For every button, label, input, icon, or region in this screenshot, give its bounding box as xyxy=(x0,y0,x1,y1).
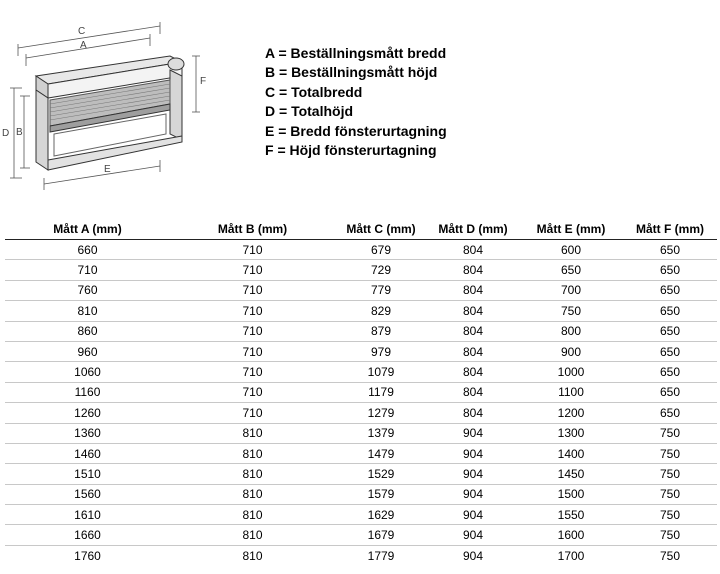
cell-matt-e: 900 xyxy=(519,341,623,361)
column-header-b: Mått B (mm) xyxy=(170,218,335,240)
cell-matt-c: 779 xyxy=(335,280,427,300)
table-row xyxy=(5,382,717,402)
table-row xyxy=(5,280,717,300)
cell-matt-f: 650 xyxy=(623,301,717,321)
cell-matt-e: 1500 xyxy=(519,484,623,504)
cell-matt-f: 750 xyxy=(623,443,717,463)
cell-matt-b: 710 xyxy=(170,341,335,361)
cell-matt-b: 710 xyxy=(170,362,335,382)
cell-matt-c: 1679 xyxy=(335,525,427,545)
cell-matt-b: 710 xyxy=(170,280,335,300)
cell-matt-b: 810 xyxy=(170,443,335,463)
table-row xyxy=(5,240,717,260)
table-row xyxy=(5,484,717,504)
cell-matt-a: 1460 xyxy=(5,443,170,463)
cell-matt-c: 1779 xyxy=(367,548,395,563)
cell-matt-e: 1300 xyxy=(519,423,623,443)
cell-matt-a: 960 xyxy=(5,341,170,361)
cell-matt-f: 650 xyxy=(623,321,717,341)
table-row xyxy=(5,464,717,484)
cell-matt-d: 904 xyxy=(427,464,519,484)
dimension-table xyxy=(5,218,717,565)
cell-matt-d: 904 xyxy=(427,423,519,443)
dimension-letter-c: C xyxy=(78,26,86,37)
cell-matt-c: 1379 xyxy=(335,423,427,443)
cell-matt-e: 650 xyxy=(519,260,623,280)
table-row xyxy=(5,443,717,463)
cell-matt-b: 810 xyxy=(170,464,335,484)
cell-matt-f: 750 xyxy=(623,464,717,484)
cell-matt-d: 804 xyxy=(427,362,519,382)
cell-matt-f: 650 xyxy=(623,403,717,423)
cell-matt-e: 600 xyxy=(519,240,623,260)
dimension-letter-b: B xyxy=(16,127,23,138)
legend-item-d: D = Totalhöjd xyxy=(265,103,354,120)
cell-matt-f: 650 xyxy=(623,382,717,402)
cell-matt-c: 1629 xyxy=(335,505,427,525)
cell-matt-c: 979 xyxy=(335,341,427,361)
cell-matt-d: 904 xyxy=(427,525,519,545)
table-row xyxy=(5,301,717,321)
cell-matt-a: 860 xyxy=(5,321,170,341)
cell-matt-e: 700 xyxy=(519,280,623,300)
column-header-e: Mått E (mm) xyxy=(519,218,623,240)
table-row xyxy=(5,525,717,545)
cell-matt-e: 1450 xyxy=(519,464,623,484)
dimension-letter-d: D xyxy=(2,128,10,139)
cell-matt-f: 750 xyxy=(623,423,717,443)
cell-matt-d: 804 xyxy=(427,321,519,341)
table-body xyxy=(5,240,717,566)
cell-matt-f: 750 xyxy=(623,505,717,525)
cell-matt-d: 904 xyxy=(462,548,484,563)
cell-matt-b: 810 xyxy=(170,484,335,504)
cell-matt-a: 1260 xyxy=(5,403,170,423)
cell-matt-b: 810 xyxy=(242,548,263,563)
dimension-letter-a: A xyxy=(80,40,87,51)
cell-matt-c: 679 xyxy=(335,240,427,260)
column-header-c: Mått C (mm) xyxy=(335,218,427,240)
dimension-letter-e: E xyxy=(104,164,111,175)
cell-matt-d: 904 xyxy=(427,505,519,525)
legend-item-b: B = Beställningsmått höjd xyxy=(265,64,438,81)
dimension-legend xyxy=(265,44,447,160)
cell-matt-f: 650 xyxy=(623,260,717,280)
cell-matt-e: 1400 xyxy=(519,443,623,463)
cell-matt-e: 1700 xyxy=(557,548,585,563)
cell-matt-a: 1560 xyxy=(5,484,170,504)
cell-matt-c: 829 xyxy=(335,301,427,321)
legend-item-c: C = Totalbredd xyxy=(265,83,363,100)
cell-matt-a: 1610 xyxy=(5,505,170,525)
column-header-d: Mått D (mm) xyxy=(427,218,519,240)
legend-item-a: A = Beställningsmått bredd xyxy=(265,45,447,61)
cell-matt-b: 710 xyxy=(170,382,335,402)
table-row xyxy=(5,341,717,361)
cell-matt-f: 750 xyxy=(623,525,717,545)
cell-matt-f: 650 xyxy=(623,362,717,382)
cell-matt-e: 1200 xyxy=(519,403,623,423)
cell-matt-d: 804 xyxy=(427,260,519,280)
cell-matt-b: 710 xyxy=(170,321,335,341)
cell-matt-c: 1479 xyxy=(335,443,427,463)
cell-matt-b: 810 xyxy=(170,423,335,443)
cell-matt-c: 1079 xyxy=(335,362,427,382)
column-header-f: Mått F (mm) xyxy=(623,218,717,240)
column-header-a: Mått A (mm) xyxy=(5,218,170,240)
cell-matt-a: 1360 xyxy=(5,423,170,443)
cell-matt-c: 729 xyxy=(335,260,427,280)
cell-matt-a: 1160 xyxy=(5,382,170,402)
cell-matt-e: 1550 xyxy=(519,505,623,525)
blind-frame xyxy=(36,56,184,170)
cell-matt-a: 1660 xyxy=(5,525,170,545)
cell-matt-a: 660 xyxy=(5,240,170,260)
cell-matt-a: 710 xyxy=(5,260,170,280)
cell-matt-b: 710 xyxy=(170,403,335,423)
cell-matt-b: 810 xyxy=(170,505,335,525)
cell-matt-a: 1510 xyxy=(5,464,170,484)
cell-matt-b: 810 xyxy=(170,525,335,545)
legend-item-f: F = Höjd fönsterurtagning xyxy=(265,142,437,159)
cell-matt-d: 804 xyxy=(427,301,519,321)
cell-matt-a: 1060 xyxy=(5,362,170,382)
cell-matt-f: 650 xyxy=(623,280,717,300)
cell-matt-f: 650 xyxy=(623,341,717,361)
cell-matt-e: 1000 xyxy=(519,362,623,382)
cell-matt-d: 904 xyxy=(427,484,519,504)
table-row xyxy=(5,423,717,443)
cell-matt-d: 804 xyxy=(427,403,519,423)
cell-matt-c: 1579 xyxy=(335,484,427,504)
cell-matt-a: 810 xyxy=(5,301,170,321)
cell-matt-e: 800 xyxy=(519,321,623,341)
cell-matt-b: 710 xyxy=(170,240,335,260)
cell-matt-c: 1279 xyxy=(335,403,427,423)
table-row xyxy=(5,505,717,525)
cell-matt-c: 1179 xyxy=(335,382,427,402)
cell-matt-c: 879 xyxy=(335,321,427,341)
legend-item-e: E = Bredd fönsterurtagning xyxy=(265,122,447,139)
cell-matt-e: 750 xyxy=(519,301,623,321)
cell-matt-d: 804 xyxy=(427,240,519,260)
table-header-row xyxy=(5,218,717,240)
window-blind-dimension-diagram xyxy=(0,0,230,200)
cell-matt-e: 1100 xyxy=(519,382,623,402)
cell-matt-b: 710 xyxy=(170,301,335,321)
cell-matt-d: 904 xyxy=(427,443,519,463)
dimension-letter-f: F xyxy=(200,76,207,87)
cell-matt-f: 650 xyxy=(623,240,717,260)
table-row xyxy=(5,321,717,341)
table-row xyxy=(5,260,717,280)
cell-matt-e: 1600 xyxy=(519,525,623,545)
cell-matt-d: 804 xyxy=(427,341,519,361)
table-row xyxy=(5,545,717,565)
cell-matt-a: 1760 xyxy=(74,548,101,563)
table-row xyxy=(5,403,717,423)
cell-matt-f: 750 xyxy=(659,548,681,563)
cell-matt-b: 710 xyxy=(170,260,335,280)
table-row xyxy=(5,362,717,382)
cell-matt-d: 804 xyxy=(427,280,519,300)
cell-matt-c: 1529 xyxy=(335,464,427,484)
cell-matt-a: 760 xyxy=(5,280,170,300)
cell-matt-d: 804 xyxy=(427,382,519,402)
cell-matt-f: 750 xyxy=(623,484,717,504)
